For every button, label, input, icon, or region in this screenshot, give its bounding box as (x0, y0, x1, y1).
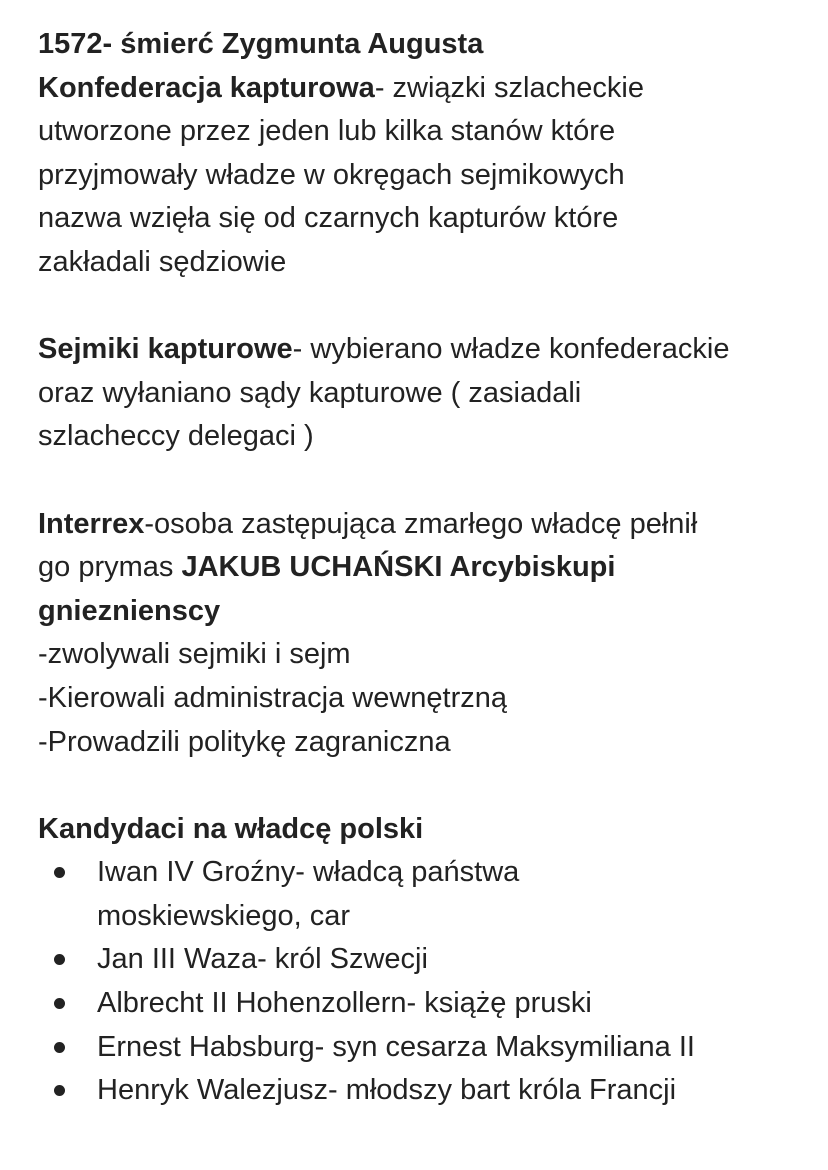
heading: 1572- śmierć Zygmunta Augusta (38, 28, 484, 60)
sejmiki-definition-start: - wybierano władze konfederackie (292, 333, 730, 366)
konfederacja-first-line (38, 67, 818, 111)
candidate-text-continued: moskiewskiego, car (97, 899, 351, 932)
konfederacja-line: przyjmowały władze w okręgach sejmikowych (38, 158, 625, 191)
candidate-text: Jan III Waza- król Szwecji (97, 943, 428, 976)
section-kandydaci (38, 808, 818, 1113)
bullet-icon (54, 998, 65, 1009)
candidate-text: Albrecht II Hohenzollern- książę pruski (97, 987, 592, 1020)
interrex-duty: -Prowadzili politykę zagraniczna (38, 725, 451, 758)
notes-document (38, 23, 818, 1113)
kandydaci-title: Kandydaci na władcę polski (38, 812, 424, 845)
konfederacja-line: zakładali sędziowie (38, 245, 287, 278)
interrex-first-line (38, 503, 818, 547)
bullet-icon (54, 1085, 65, 1096)
blank-line (38, 285, 818, 329)
interrex-second-line (38, 546, 818, 590)
blank-line (38, 459, 818, 503)
interrex-term: Interrex (38, 507, 145, 540)
konfederacja-definition-start: - związki szlacheckie (374, 71, 644, 104)
interrex-line2-text: go prymas (38, 551, 182, 584)
candidate-text: Ernest Habsburg- syn cesarza Maksymiliana II (97, 1030, 695, 1063)
konfederacja-line: utworzone przez jeden lub kilka stanów które (38, 115, 616, 148)
candidate-list (38, 851, 818, 1113)
list-item (38, 1026, 818, 1070)
section-interrex (38, 503, 818, 765)
list-item (38, 982, 818, 1026)
sejmiki-line: oraz wyłaniano sądy kapturowe ( zasiadali (38, 376, 582, 409)
blank-line (38, 764, 818, 808)
candidate-text: Iwan IV Groźny- władcą państwa (97, 856, 520, 889)
sejmiki-first-line (38, 328, 818, 372)
list-item (38, 938, 818, 982)
sejmiki-term: Sejmiki kapturowe (38, 333, 293, 366)
section-konfederacja (38, 67, 818, 285)
bullet-icon (54, 954, 65, 965)
konfederacja-line: nazwa wzięła się od czarnych kapturów które (38, 202, 619, 235)
interrex-duty: -Kierowali administracja wewnętrzną (38, 681, 508, 714)
interrex-definition-start: -osoba zastępująca zmarłego władcę pełnił (144, 507, 698, 540)
interrex-primate-name: JAKUB UCHAŃSKI Arcybiskupi (181, 551, 616, 584)
list-item (38, 1069, 818, 1113)
section-sejmiki (38, 328, 818, 459)
interrex-duty: -zwolywali sejmiki i sejm (38, 638, 351, 671)
interrex-third-line: gnieznienscy (38, 594, 221, 627)
bullet-icon (54, 867, 65, 878)
bullet-icon (54, 1042, 65, 1053)
list-item (38, 851, 818, 938)
sejmiki-line: szlacheccy delegaci ) (38, 420, 314, 453)
konfederacja-term: Konfederacja kapturowa (38, 71, 375, 104)
candidate-text: Henryk Walezjusz- młodszy bart króla Francji (97, 1074, 677, 1107)
